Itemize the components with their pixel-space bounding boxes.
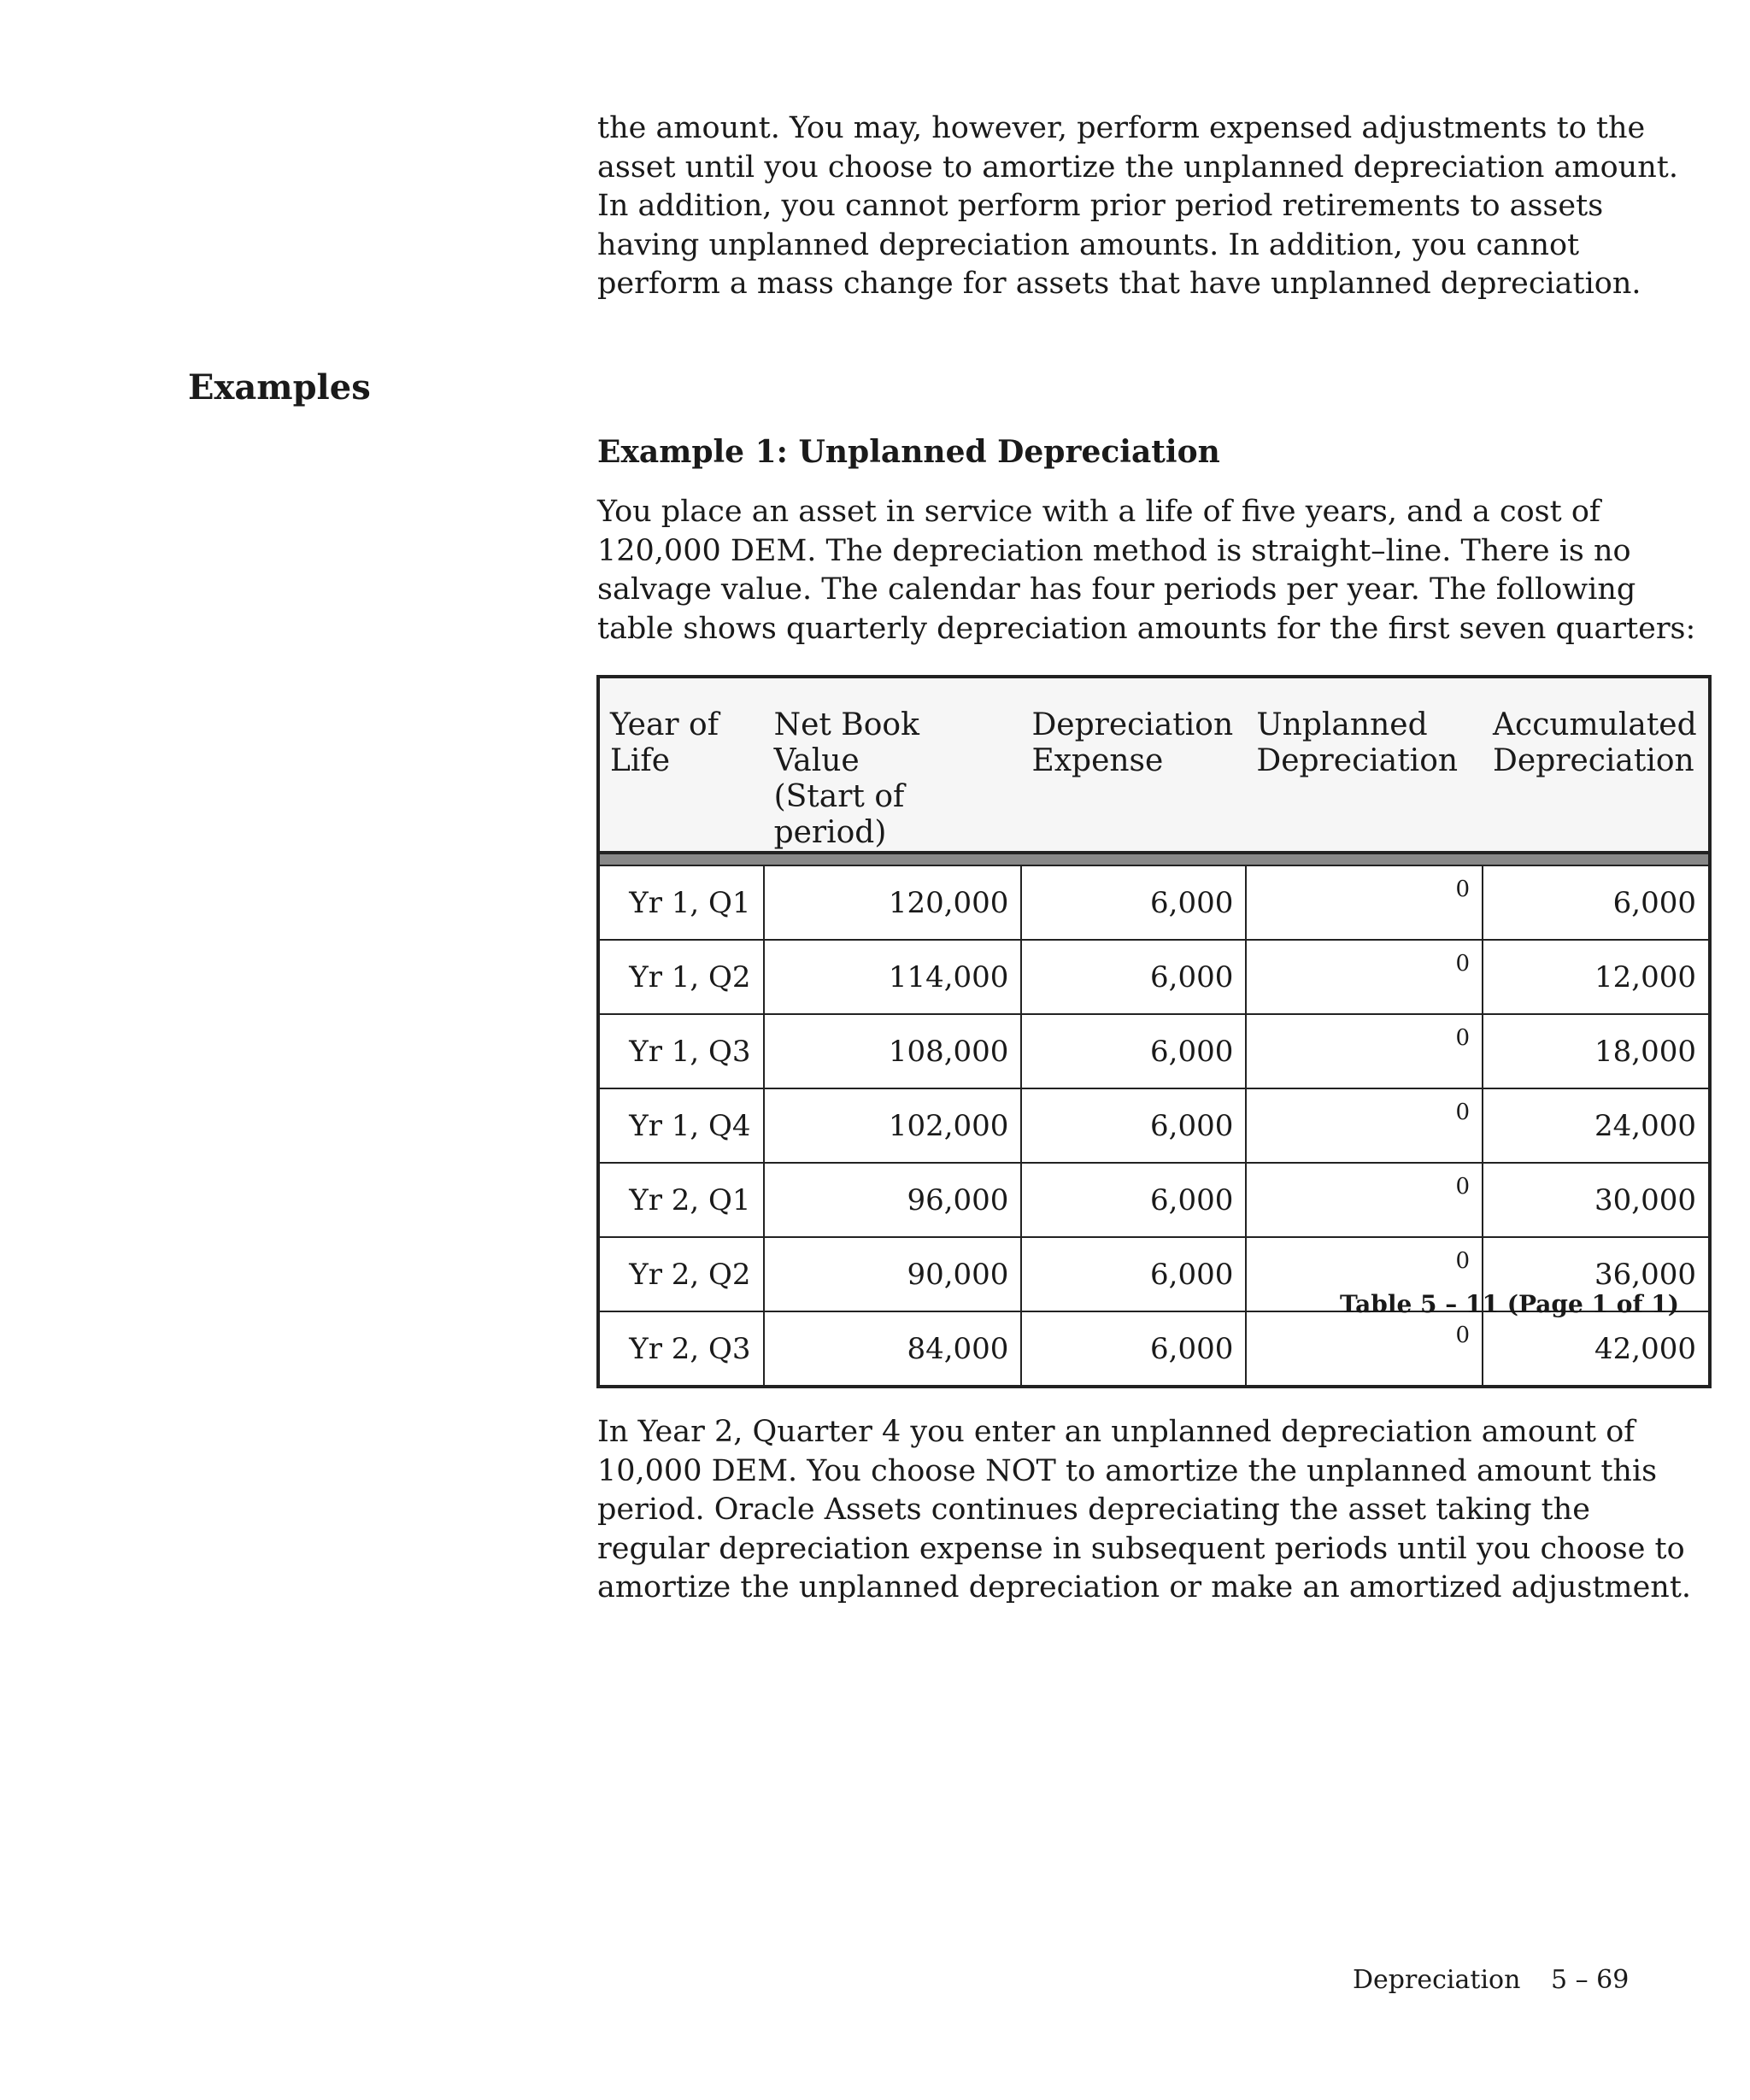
footer-page-number: 5 – 69 [1551, 1965, 1630, 1995]
text-line: salvage value. The calendar has four periods per year. The following [597, 572, 1636, 607]
column-header [1246, 677, 1483, 853]
table-cell: Yr 2, Q3 [598, 1311, 764, 1387]
table-cell: 36,000 [1483, 1237, 1710, 1311]
table-cell: 24,000 [1483, 1088, 1710, 1163]
table-cell: Yr 1, Q2 [598, 940, 764, 1014]
table-cell: 0 [1246, 1163, 1483, 1237]
after-paragraph [597, 1413, 1708, 1608]
table-cell: 90,000 [764, 1237, 1022, 1311]
table-cell: Yr 1, Q4 [598, 1088, 764, 1163]
table-row [598, 1014, 1710, 1088]
column-header-line: Accumulated [1493, 707, 1697, 742]
table-cell: 6,000 [1483, 865, 1710, 940]
table-cell: 0 [1246, 1088, 1483, 1163]
column-header-line: Unplanned [1256, 707, 1428, 742]
example-title: Example 1: Unplanned Depreciation [597, 434, 1220, 470]
table-cell: 108,000 [764, 1014, 1022, 1088]
intro-paragraph [597, 109, 1708, 304]
text-line: regular depreciation expense in subsequent periods until you choose to [597, 1531, 1685, 1566]
example-paragraph [597, 493, 1708, 648]
text-line: In Year 2, Quarter 4 you enter an unplanned depreciation amount of [597, 1415, 1635, 1449]
table-cell: 0 [1246, 865, 1483, 940]
text-line: 10,000 DEM. You choose NOT to amortize the unplanned amount this [597, 1453, 1658, 1488]
column-header [764, 677, 1022, 853]
table-caption: Table 5 – 11 (Page 1 of 1) [1339, 1290, 1679, 1318]
table-cell: 0 [1246, 1014, 1483, 1088]
table-cell: Yr 1, Q1 [598, 865, 764, 940]
footer-chapter: Depreciation [1353, 1965, 1521, 1995]
text-line: the amount. You may, however, perform expensed adjustments to the [597, 111, 1646, 145]
table-cell: 102,000 [764, 1088, 1022, 1163]
text-line: perform a mass change for assets that have unplanned depreciation. [597, 267, 1641, 301]
table-cell: 120,000 [764, 865, 1022, 940]
table-header-row [598, 677, 1710, 853]
column-header-line: Depreciation [1031, 707, 1234, 742]
table-row [598, 940, 1710, 1014]
column-header-line: Expense [1031, 743, 1164, 778]
separator-band [598, 853, 1710, 865]
table-cell: 6,000 [1021, 1088, 1246, 1163]
table-row [598, 1088, 1710, 1163]
table-cell: 0 [1246, 1237, 1483, 1311]
table-cell: 114,000 [764, 940, 1022, 1014]
table-cell: 30,000 [1483, 1163, 1710, 1237]
table-cell: 84,000 [764, 1311, 1022, 1387]
column-header [598, 677, 764, 853]
text-line: asset until you choose to amortize the unplanned depreciation amount. [597, 150, 1678, 185]
table-cell: Yr 2, Q1 [598, 1163, 764, 1237]
table-cell: 18,000 [1483, 1014, 1710, 1088]
text-line: 120,000 DEM. The depreciation method is straight–line. There is no [597, 533, 1631, 568]
table-cell: 6,000 [1021, 865, 1246, 940]
text-line: having unplanned depreciation amounts. In addition, you cannot [597, 227, 1580, 262]
text-line: table shows quarterly depreciation amounts for the first seven quarters: [597, 611, 1696, 646]
depreciation-table [596, 675, 1712, 1388]
column-header [1483, 677, 1710, 853]
table-cell: 0 [1246, 940, 1483, 1014]
table-cell: 6,000 [1021, 940, 1246, 1014]
table-cell: Yr 2, Q2 [598, 1237, 764, 1311]
header-separator [598, 853, 1710, 865]
text-line: period. Oracle Assets continues depreciating the asset taking the [597, 1493, 1590, 1527]
table-cell: 6,000 [1021, 1163, 1246, 1237]
text-line: amortize the unplanned depreciation or make an amortized adjustment. [597, 1570, 1692, 1604]
column-header-line: Year of [610, 707, 719, 742]
text-line: You place an asset in service with a life of five years, and a cost of [597, 495, 1600, 529]
section-heading: Examples [188, 367, 371, 408]
table-cell: 0 [1246, 1311, 1483, 1387]
table-cell: 6,000 [1021, 1014, 1246, 1088]
column-header-line: Life [610, 743, 671, 778]
table-cell: 6,000 [1021, 1311, 1246, 1387]
column-header-line: (Start of period) [773, 779, 905, 850]
table-cell: 42,000 [1483, 1311, 1710, 1387]
table-row [598, 865, 1710, 940]
table-row [598, 1163, 1710, 1237]
text-line: In addition, you cannot perform prior period retirements to assets [597, 189, 1604, 223]
table-cell: 6,000 [1021, 1237, 1246, 1311]
table-cell: 96,000 [764, 1163, 1022, 1237]
column-header-line: Net Book Value [773, 707, 919, 778]
column-header-line: Depreciation [1256, 743, 1459, 778]
column-header [1021, 677, 1246, 853]
table-row [598, 1311, 1710, 1387]
table-cell: Yr 1, Q3 [598, 1014, 764, 1088]
table-cell: 12,000 [1483, 940, 1710, 1014]
column-header-line: Depreciation [1493, 743, 1694, 778]
